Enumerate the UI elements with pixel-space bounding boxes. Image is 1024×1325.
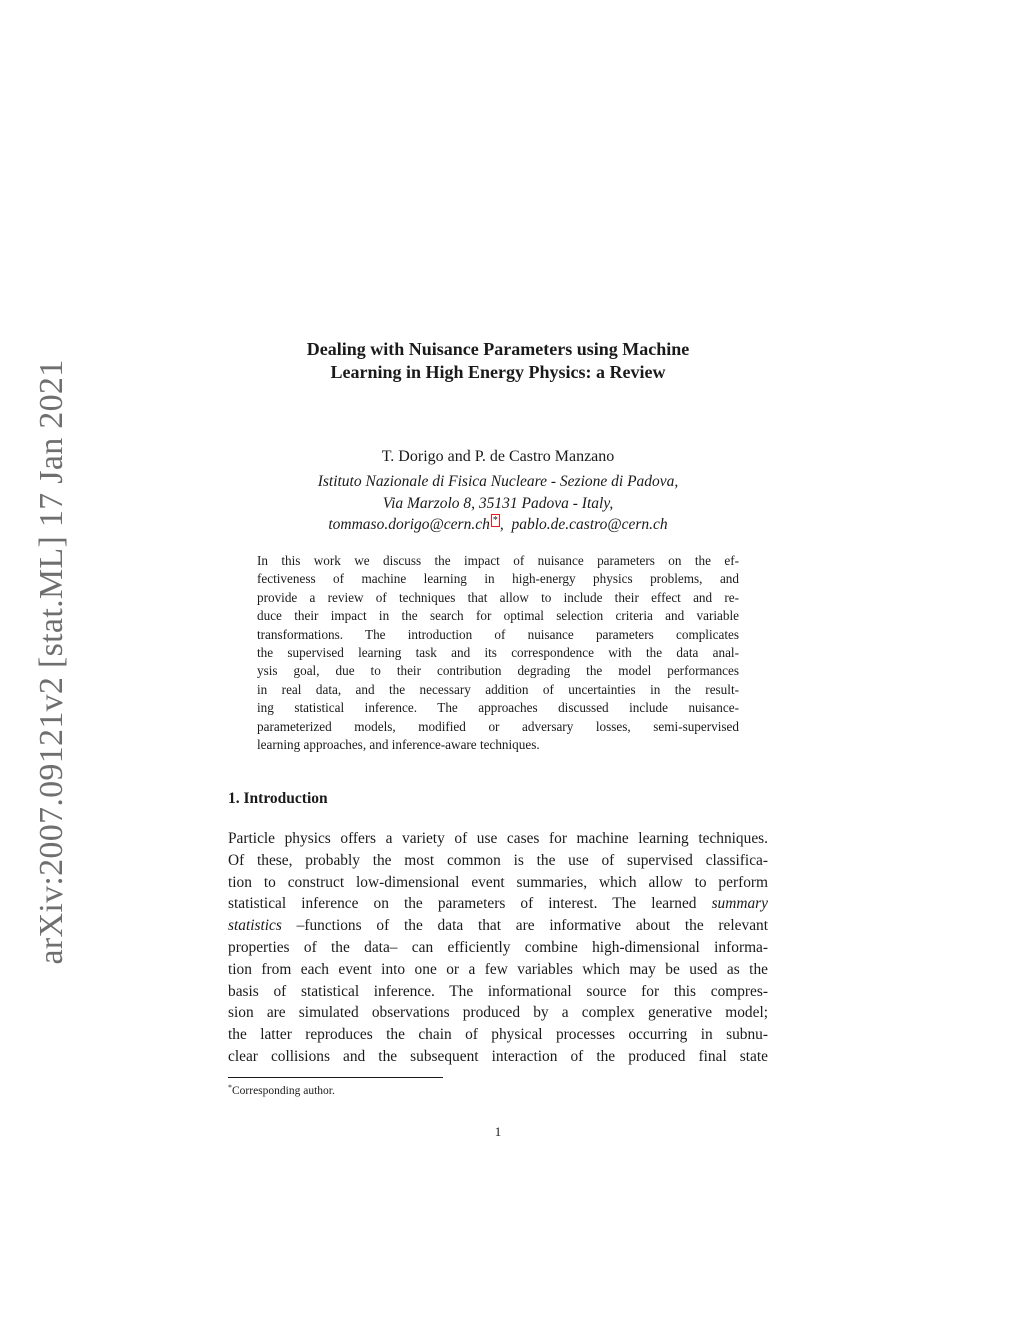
body-line: Of these, probably the most common is the use of supervised classifica- <box>228 851 768 869</box>
body-line: tion from each event into one or a few variables which may be used as the <box>228 960 768 978</box>
emphasis-summary: summary <box>711 895 768 913</box>
footnote <box>228 1081 335 1098</box>
body-line: the latter reproduces the chain of physical processes occurring in subnu- <box>228 1026 768 1044</box>
abstract-line: the supervised learning task and its correspondence with the data anal- <box>257 645 739 661</box>
introduction-text <box>228 828 768 1068</box>
body-line-text: –functions of the data that are informative about the relevant <box>281 917 768 935</box>
email-de-castro[interactable]: pablo.de.castro@cern.ch <box>511 516 668 533</box>
footnote-text: Corresponding author. <box>232 1085 335 1097</box>
abstract-line: fectiveness of machine learning in high-energy physics problems, and <box>257 571 739 587</box>
affiliation-line-1: Istituto Nazionale di Fisica Nucleare - Sezione di Padova, <box>317 473 679 490</box>
abstract-line: provide a review of techniques that allow to include their effect and re- <box>257 589 739 605</box>
body-line <box>228 915 768 937</box>
body-line: properties of the data– can efficiently combine high-dimensional informa- <box>228 938 768 956</box>
abstract-line: in real data, and the necessary addition of uncertainties in the result- <box>257 681 739 697</box>
arxiv-stamp: arXiv:2007.09121v2 [stat.ML] 17 Jan 2021 <box>33 359 70 965</box>
abstract-line: duce their impact in the search for optimal selection criteria and variable <box>257 608 739 624</box>
emphasis-statistics: statistics <box>228 917 282 935</box>
abstract-line: ing statistical inference. The approaches discussed include nuisance- <box>257 700 739 716</box>
body-line <box>228 893 768 915</box>
abstract <box>257 552 739 754</box>
abstract-line: learning approaches, and inference-aware techniques. <box>257 737 540 753</box>
body-line: basis of statistical inference. The informational source for this compres- <box>228 982 768 1000</box>
abstract-line: transformations. The introduction of nuisance parameters complicates <box>257 626 739 642</box>
abstract-line: ysis goal, due to their contribution degrading the model performances <box>257 663 739 679</box>
abstract-line: In this work we discuss the impact of nuisance parameters on the ef- <box>257 553 739 568</box>
email-dorigo[interactable]: tommaso.dorigo@cern.ch <box>328 516 490 533</box>
body-line: clear collisions and the subsequent interaction of the produced final state <box>228 1047 768 1065</box>
paper-title <box>228 338 768 384</box>
title-line-1: Dealing with Nuisance Parameters using Machine <box>306 339 690 359</box>
body-line: sion are simulated observations produced by a complex generative model; <box>228 1004 768 1022</box>
body-line: tion to construct low-dimensional event summaries, which allow to perform <box>228 873 768 891</box>
abstract-line: parameterized models, modified or adversary losses, semi-supervised <box>257 718 739 734</box>
footnote-rule <box>228 1077 443 1078</box>
body-line: Particle physics offers a variety of use cases for machine learning techniques. <box>228 830 768 847</box>
affiliation-line-2: Via Marzolo 8, 35131 Padova - Italy, <box>382 494 614 512</box>
email-line: tommaso.dorigo@cern.ch * , pablo.de.castro@cern.ch <box>328 515 668 533</box>
author-list: T. Dorigo and P. de Castro Manzano <box>381 448 615 465</box>
footnote-link[interactable]: * <box>492 515 498 526</box>
page-number: 1 <box>494 1124 502 1139</box>
affiliation-block <box>228 471 768 536</box>
footnote-mark: * <box>228 1083 232 1092</box>
body-line-text: statistical inference on the parameters of interest. The learned <box>228 895 712 913</box>
section-heading-introduction: 1. Introduction <box>228 790 328 807</box>
title-line-2: Learning in High Energy Physics: a Review <box>330 362 666 382</box>
